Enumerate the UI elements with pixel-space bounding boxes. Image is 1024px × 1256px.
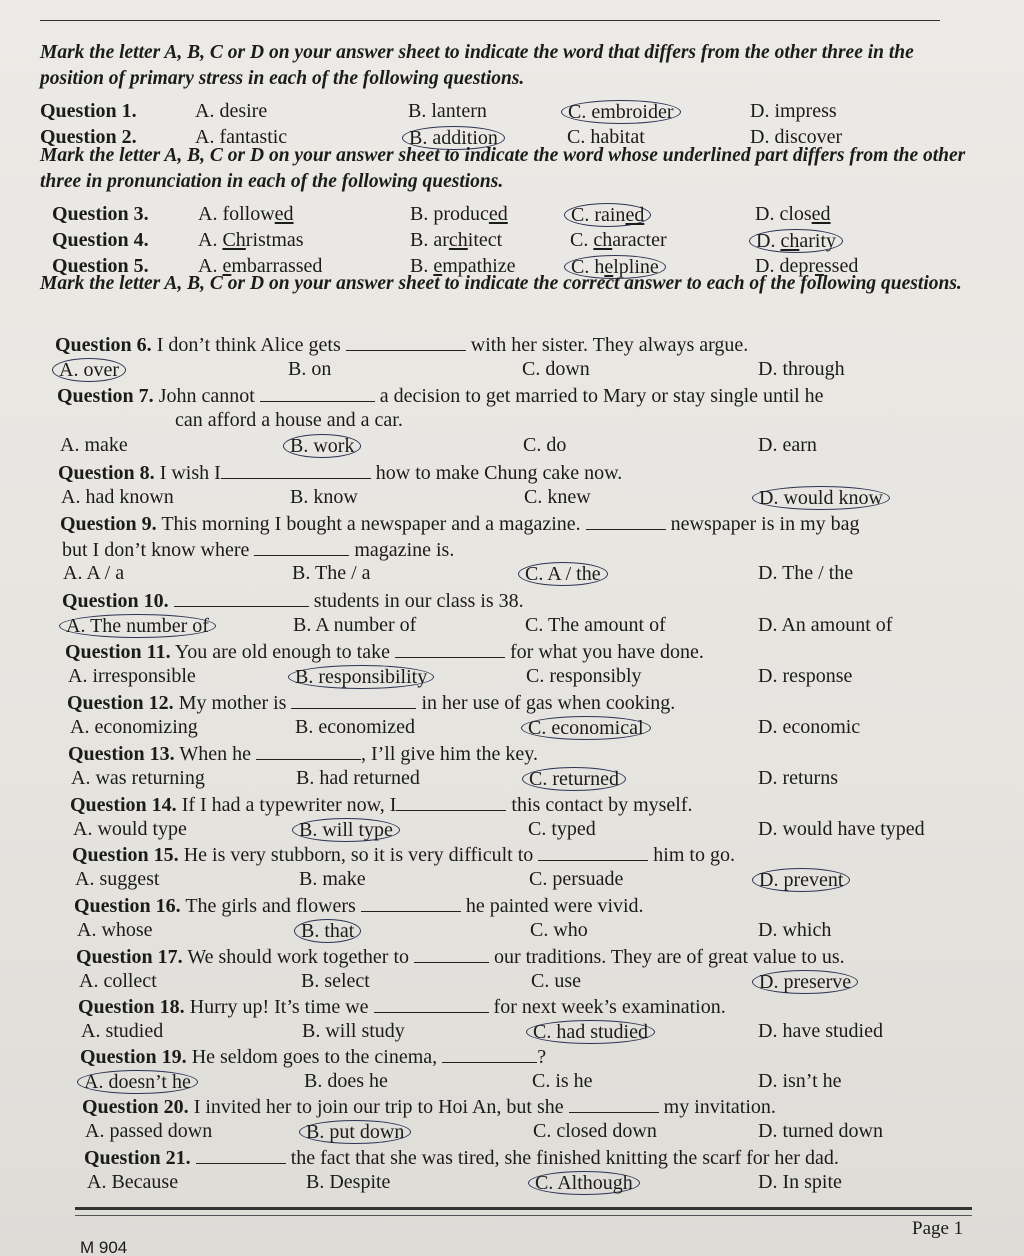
option-b[interactable]: B. produced: [410, 203, 508, 225]
underlined-part: ch: [593, 229, 613, 251]
option-d[interactable]: D. isn’t he: [758, 1070, 842, 1092]
answer-blank: [260, 383, 375, 402]
option-b[interactable]: B. architect: [410, 229, 503, 251]
option-d[interactable]: D. response: [758, 665, 853, 687]
option-d[interactable]: D. In spite: [758, 1171, 842, 1193]
answer-blank: [569, 1094, 659, 1113]
option-c[interactable]: [534, 1171, 640, 1195]
underlined-part: ed: [274, 203, 294, 225]
question-label: Question 19.: [80, 1046, 187, 1068]
options-row: [0, 767, 1024, 793]
question-label: Question 5.: [52, 255, 149, 277]
question-label: Question 21.: [84, 1147, 191, 1169]
question-stem: Question 11. You are old enough to take for what you have done.: [65, 641, 704, 663]
option-c-circle: C. A / the: [518, 562, 608, 586]
option-b[interactable]: B. will study: [302, 1020, 405, 1042]
question-label: Question 4.: [52, 229, 149, 251]
option-c-circle: C. embroider: [561, 100, 681, 124]
option-d[interactable]: [758, 970, 858, 994]
option-c[interactable]: C. The amount of: [525, 614, 666, 636]
option-b[interactable]: [298, 818, 400, 842]
question-stem: Question 15. He is very stubborn, so it is very difficult to him to go.: [72, 844, 735, 866]
option-d-circle: D. prevent: [752, 868, 850, 892]
underlined-part: e: [433, 255, 443, 277]
option-a[interactable]: A. economizing: [70, 716, 198, 738]
options-row: [0, 614, 1024, 640]
option-c[interactable]: [570, 203, 651, 227]
bottom-rule: [75, 1207, 972, 1210]
option-a[interactable]: A. passed down: [85, 1120, 213, 1142]
option-c[interactable]: C. typed: [528, 818, 596, 840]
option-c[interactable]: [532, 1020, 655, 1044]
option-c[interactable]: [567, 100, 681, 124]
answer-blank: [196, 1145, 286, 1164]
options-row: [0, 486, 1024, 512]
option-c[interactable]: C. who: [530, 919, 588, 941]
underlined-part: ch: [780, 230, 800, 252]
option-c-circle: C. helpline: [564, 255, 666, 279]
question-label: Question 10.: [62, 590, 169, 612]
option-a[interactable]: A. would type: [73, 818, 187, 840]
option-c[interactable]: C. down: [522, 358, 590, 380]
option-a-circle: A. The number of: [59, 614, 216, 638]
question-stem: Question 19. He seldom goes to the cinema, ?: [80, 1046, 547, 1068]
question-stem: Question 12. My mother is in her use of gas when cooking.: [67, 692, 676, 714]
option-b[interactable]: B. select: [301, 970, 370, 992]
option-a[interactable]: A. collect: [79, 970, 157, 992]
option-d[interactable]: D. which: [758, 919, 832, 941]
option-c[interactable]: [527, 716, 651, 740]
option-a[interactable]: [65, 614, 216, 638]
option-c[interactable]: C. is he: [532, 1070, 593, 1092]
options-row: [0, 1070, 1024, 1096]
answer-blank: [221, 460, 371, 479]
option-a[interactable]: A. suggest: [75, 868, 160, 890]
option-c[interactable]: C. do: [523, 434, 567, 456]
options-row: [0, 434, 1024, 460]
option-a[interactable]: A. irresponsible: [68, 665, 196, 687]
option-b-circle: B. addition: [402, 126, 505, 150]
option-b[interactable]: B. know: [290, 486, 358, 508]
option-a-circle: A. over: [52, 358, 126, 382]
option-b[interactable]: B. Despite: [306, 1171, 391, 1193]
option-b[interactable]: B. economized: [295, 716, 415, 738]
options-row: [0, 716, 1024, 742]
option-b[interactable]: [294, 665, 434, 689]
page-number: Page 1: [912, 1218, 964, 1239]
question-label: Question 18.: [78, 996, 185, 1018]
option-c-circle: C. economical: [521, 716, 651, 740]
options-row: [0, 665, 1024, 691]
option-d-circle: D. charity: [749, 229, 843, 253]
options-row: [0, 970, 1024, 996]
question-label: Question 17.: [76, 946, 183, 968]
option-b[interactable]: B. The / a: [292, 562, 371, 584]
option-b[interactable]: B. A number of: [293, 614, 417, 636]
option-c[interactable]: C. knew: [524, 486, 591, 508]
option-d[interactable]: [758, 868, 850, 892]
option-c-circle: C. had studied: [526, 1020, 655, 1044]
options-row: [0, 1120, 1024, 1146]
option-d[interactable]: D. returns: [758, 767, 838, 789]
option-c[interactable]: C. character: [570, 229, 667, 251]
question-label: Question 16.: [74, 895, 181, 917]
option-b-circle: B. responsibility: [288, 665, 434, 689]
question-label: Question 13.: [68, 743, 175, 765]
option-d[interactable]: D. discover: [750, 126, 843, 148]
answer-blank: [538, 842, 648, 861]
question-stem: Question 16. The girls and flowers he painted were vivid.: [74, 895, 644, 917]
option-b[interactable]: B. make: [299, 868, 366, 890]
question-label: Question 14.: [70, 794, 177, 816]
answer-blank: [346, 332, 466, 351]
question-stem-continued: but I don’t know where magazine is.: [62, 539, 455, 561]
option-d-circle: D. preserve: [752, 970, 858, 994]
instruction-stress: Mark the letter A, B, C or D on your answer sheet to indicate the word that differs from the other three in the position of primary stress in each of the following questions.: [40, 42, 914, 89]
option-d[interactable]: [758, 486, 890, 510]
option-a-circle: A. doesn’t he: [77, 1070, 198, 1094]
question-stem: Question 10. students in our class is 38.: [62, 590, 524, 612]
exam-code: M 904: [80, 1238, 128, 1256]
option-a[interactable]: [83, 1070, 198, 1094]
question-stem: Question 17. We should work together to our traditions. They are of great value to us.: [76, 946, 845, 968]
question-stem: Question 18. Hurry up! It’s time we for next week’s examination.: [78, 996, 726, 1018]
option-b-circle: B. work: [283, 434, 361, 458]
underlined-part: Ch: [222, 229, 246, 251]
question-stem-continued: can afford a house and a car.: [175, 409, 403, 431]
option-a[interactable]: A. was returning: [71, 767, 205, 789]
answer-blank: [395, 639, 505, 658]
answer-blank: [291, 690, 416, 709]
option-b-circle: B. that: [294, 919, 361, 943]
question-label: Question 8.: [58, 462, 155, 484]
answer-blank: [442, 1044, 537, 1063]
option-b[interactable]: B. empathize: [410, 255, 516, 277]
question-stem: Question 8. I wish I how to make Chung cake now.: [58, 462, 623, 484]
option-b[interactable]: B. lantern: [408, 100, 487, 122]
option-a[interactable]: A. fantastic: [195, 126, 288, 148]
question-stem: Question 7. John cannot a decision to get married to Mary or stay single until he: [57, 385, 824, 407]
option-d[interactable]: D. impress: [750, 100, 837, 122]
option-c[interactable]: C. habitat: [567, 126, 645, 148]
question-label: Question 3.: [52, 203, 149, 225]
option-d[interactable]: D. have studied: [758, 1020, 883, 1042]
options-row: [0, 1171, 1024, 1197]
option-c[interactable]: [528, 767, 626, 791]
underlined-part: ed: [488, 203, 508, 225]
question-label: Question 1.: [40, 100, 137, 122]
option-d[interactable]: D. would have typed: [758, 818, 925, 840]
underlined-part: ed: [811, 203, 831, 225]
option-b[interactable]: [300, 919, 361, 943]
question-stem: Question 14. If I had a typewriter now, I this contact by myself.: [70, 794, 693, 816]
option-a[interactable]: A. studied: [81, 1020, 164, 1042]
option-b[interactable]: B. had returned: [296, 767, 420, 789]
underlined-part: ed: [625, 204, 645, 226]
answer-blank: [256, 741, 361, 760]
stress-question-row: [0, 100, 1024, 126]
option-c-circle: C. rained: [564, 203, 651, 227]
question-stem: Question 6. I don’t think Alice gets with her sister. They always argue.: [55, 334, 749, 356]
option-a[interactable]: A. desire: [195, 100, 268, 122]
option-c[interactable]: C. persuade: [529, 868, 624, 890]
option-b[interactable]: B. on: [288, 358, 332, 380]
question-stem: Question 9. This morning I bought a newspaper and a magazine. newspaper is in my bag: [60, 513, 860, 535]
option-a[interactable]: A. had known: [61, 486, 174, 508]
option-c[interactable]: [524, 562, 608, 586]
answer-blank: [374, 994, 489, 1013]
option-a[interactable]: A. Christmas: [198, 229, 304, 251]
option-c[interactable]: C. closed down: [533, 1120, 657, 1142]
option-d-circle: D. would know: [752, 486, 890, 510]
question-label: Question 15.: [72, 844, 179, 866]
options-row: [0, 818, 1024, 844]
question-label: Question 20.: [82, 1096, 189, 1118]
question-stem: Question 21. the fact that she was tired, she finished knitting the scarf for her dad.: [84, 1147, 839, 1169]
question-label: Question 12.: [67, 692, 174, 714]
option-c[interactable]: C. responsibly: [526, 665, 642, 687]
option-b[interactable]: [289, 434, 361, 458]
bottom-rule-thin: [75, 1215, 972, 1216]
options-row: [0, 1020, 1024, 1046]
option-a[interactable]: A. whose: [77, 919, 153, 941]
underlined-part: e: [814, 255, 824, 277]
underlined-part: e: [604, 256, 614, 278]
question-label: Question 11.: [65, 641, 171, 663]
option-d[interactable]: D. turned down: [758, 1120, 883, 1142]
option-d[interactable]: D. The / the: [758, 562, 854, 584]
options-row: [0, 868, 1024, 894]
answer-blank: [586, 511, 666, 530]
option-b-circle: B. will type: [292, 818, 400, 842]
answer-blank: [414, 944, 489, 963]
option-b[interactable]: B. does he: [304, 1070, 388, 1092]
question-label: Question 6.: [55, 334, 152, 356]
question-label: Question 2.: [40, 126, 137, 148]
question-label: Question 9.: [60, 513, 157, 535]
options-row: [0, 919, 1024, 945]
top-rule: [40, 20, 940, 21]
option-a[interactable]: A. make: [60, 434, 128, 456]
option-d[interactable]: D. earn: [758, 434, 817, 456]
option-d[interactable]: D. through: [758, 358, 845, 380]
question-label: Question 7.: [57, 385, 154, 407]
option-d[interactable]: [755, 229, 843, 253]
underlined-part: e: [222, 255, 232, 277]
answer-blank: [361, 893, 461, 912]
option-b[interactable]: [305, 1120, 411, 1144]
instruction-correct-answer: Mark the letter A, B, C or D on your answer sheet to indicate the correct answer to each of the following questions.: [40, 273, 962, 294]
option-a[interactable]: A. followed: [198, 203, 294, 225]
answer-blank: [396, 792, 506, 811]
underlined-part: ch: [448, 229, 468, 251]
instruction-pronunciation: Mark the letter A, B, C or D on your answer sheet to indicate the word whose underlined part differs from the other three in pronunciation in each of the following questions.: [40, 145, 966, 192]
option-c-circle: C. returned: [522, 767, 626, 791]
option-d[interactable]: D. depressed: [755, 255, 859, 277]
option-a[interactable]: A. A / a: [63, 562, 125, 584]
option-b-circle: B. put down: [299, 1120, 411, 1144]
answer-blank: [174, 588, 309, 607]
option-c-circle: C. Although: [528, 1171, 640, 1195]
options-row: [0, 358, 1024, 384]
question-stem: Question 13. When he , I’ll give him the key.: [68, 743, 538, 765]
options-row: [0, 562, 1024, 588]
option-d[interactable]: D. economic: [758, 716, 861, 738]
option-d[interactable]: D. An amount of: [758, 614, 893, 636]
pronunciation-question-row: [0, 203, 1024, 229]
option-d[interactable]: D. closed: [755, 203, 831, 225]
option-a[interactable]: A. Because: [87, 1171, 179, 1193]
answer-blank: [254, 537, 349, 556]
option-a[interactable]: [58, 358, 126, 382]
option-c[interactable]: C. use: [531, 970, 581, 992]
pronunciation-question-row: [0, 229, 1024, 255]
option-a[interactable]: A. embarrassed: [198, 255, 323, 277]
question-stem: Question 20. I invited her to join our trip to Hoi An, but she my invitation.: [82, 1096, 776, 1118]
